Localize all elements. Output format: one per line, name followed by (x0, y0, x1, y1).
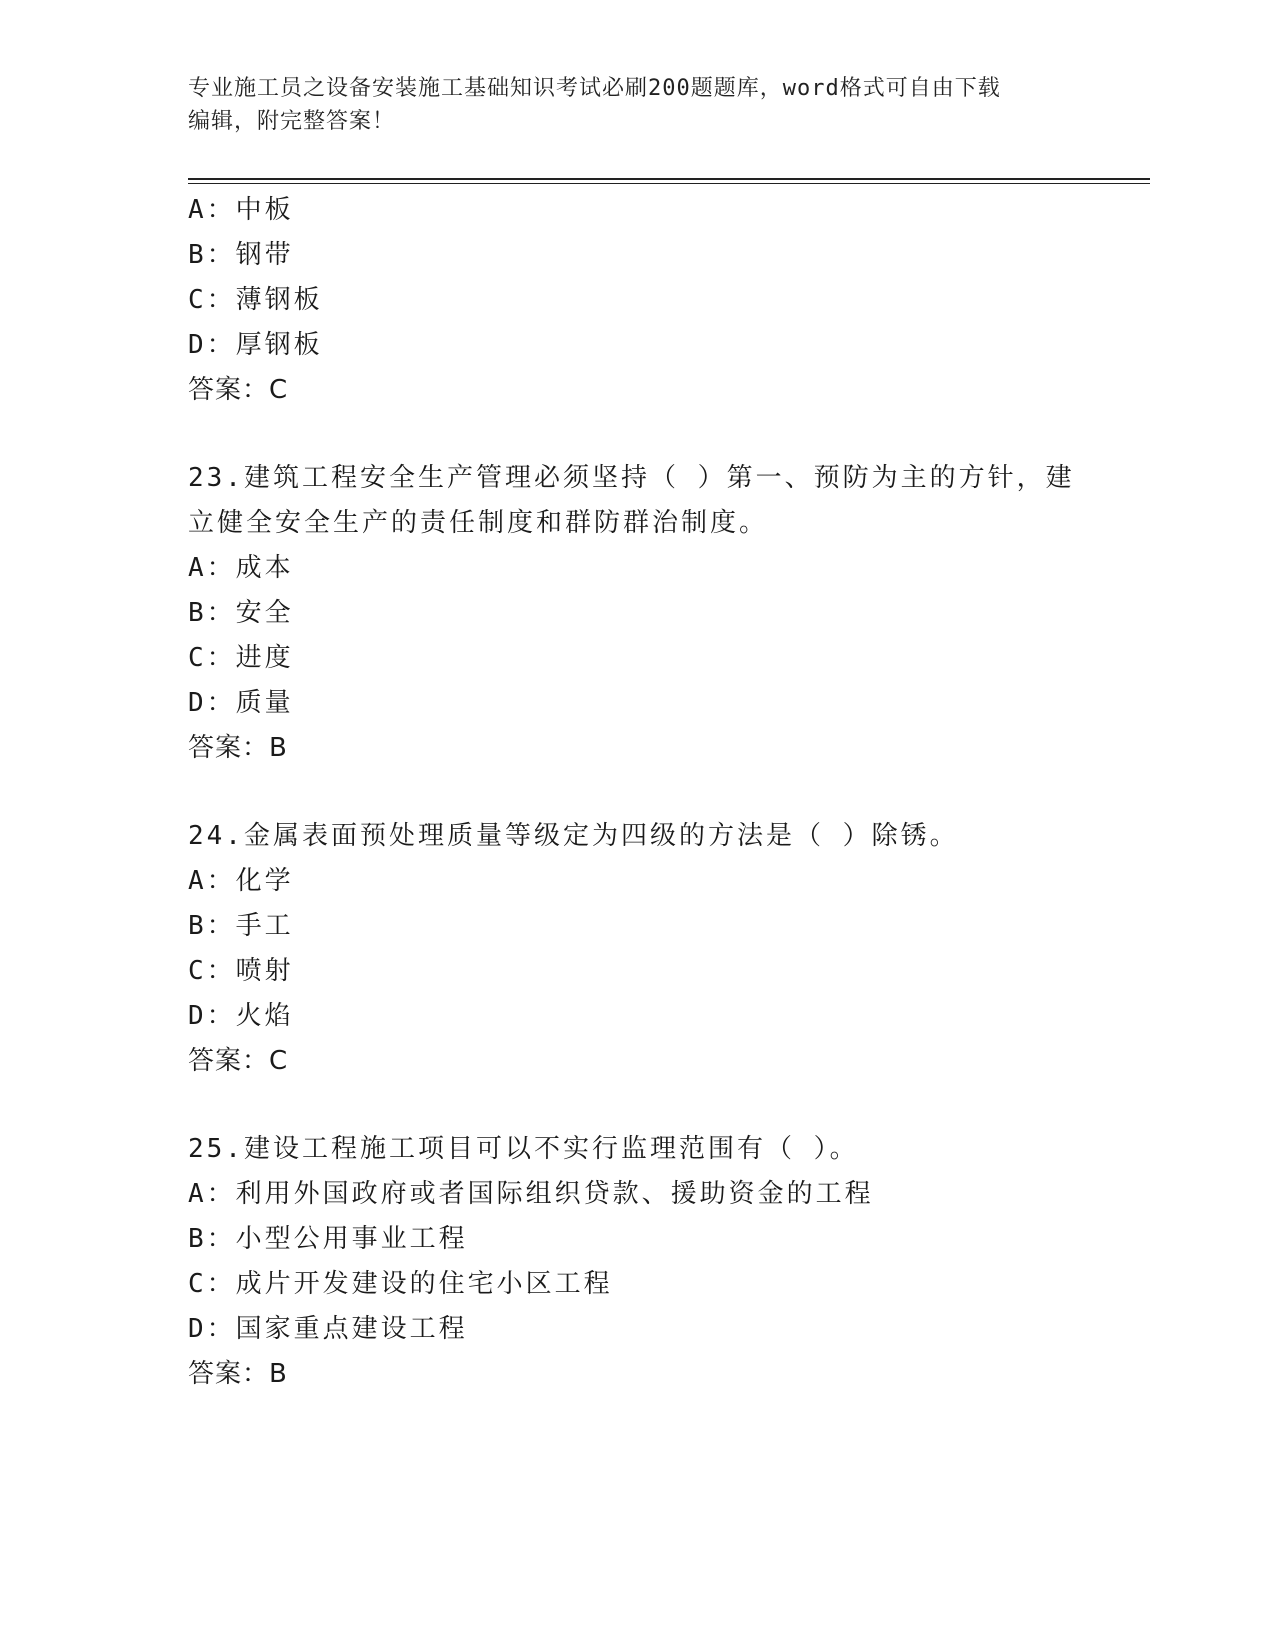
q22-option-c: C：薄钢板 (188, 285, 323, 315)
q23-option-c: C：进度 (188, 643, 294, 673)
q24-stem-line-1: 24.金属表面预处理质量等级定为四级的方法是（ ）除锈。 (188, 821, 959, 851)
q24-answer: 答案：C (188, 1046, 289, 1076)
q23-option-a: A：成本 (188, 553, 294, 583)
q22-option-a: A：中板 (188, 195, 294, 225)
q23-answer: 答案：B (188, 733, 288, 763)
q22-answer: 答案：C (188, 375, 289, 405)
q23-stem-line-2: 立健全安全生产的责任制度和群防群治制度。 (188, 508, 769, 538)
header-divider-thick (188, 178, 1150, 180)
q25-option-a: A：利用外国政府或者国际组织贷款、援助资金的工程 (188, 1179, 874, 1209)
q25-option-d: D：国家重点建设工程 (188, 1314, 468, 1344)
header-line-1: 专业施工员之设备安装施工基础知识考试必刷200题题库，word格式可自由下载 (188, 76, 1001, 101)
q23-option-b: B：安全 (188, 598, 294, 628)
header-divider-thin (188, 183, 1150, 184)
q25-option-c: C：成片开发建设的住宅小区工程 (188, 1269, 613, 1299)
q24-option-a: A：化学 (188, 866, 294, 896)
q22-option-d: D：厚钢板 (188, 330, 323, 360)
header-line-2: 编辑，附完整答案！ (188, 109, 396, 134)
q24-option-d: D：火焰 (188, 1001, 294, 1031)
q25-option-b: B：小型公用事业工程 (188, 1224, 468, 1254)
q23-stem-line-1: 23.建筑工程安全生产管理必须坚持（ ）第一、预防为主的方针，建 (188, 463, 1075, 493)
document-header (188, 72, 1088, 138)
q25-stem-line-1: 25.建设工程施工项目可以不实行监理范围有（ ）。 (188, 1134, 859, 1164)
q22-option-b: B：钢带 (188, 240, 294, 270)
q25-answer: 答案：B (188, 1359, 288, 1389)
q23-option-d: D：质量 (188, 688, 294, 718)
q24-option-c: C：喷射 (188, 956, 294, 986)
q24-option-b: B：手工 (188, 911, 294, 941)
